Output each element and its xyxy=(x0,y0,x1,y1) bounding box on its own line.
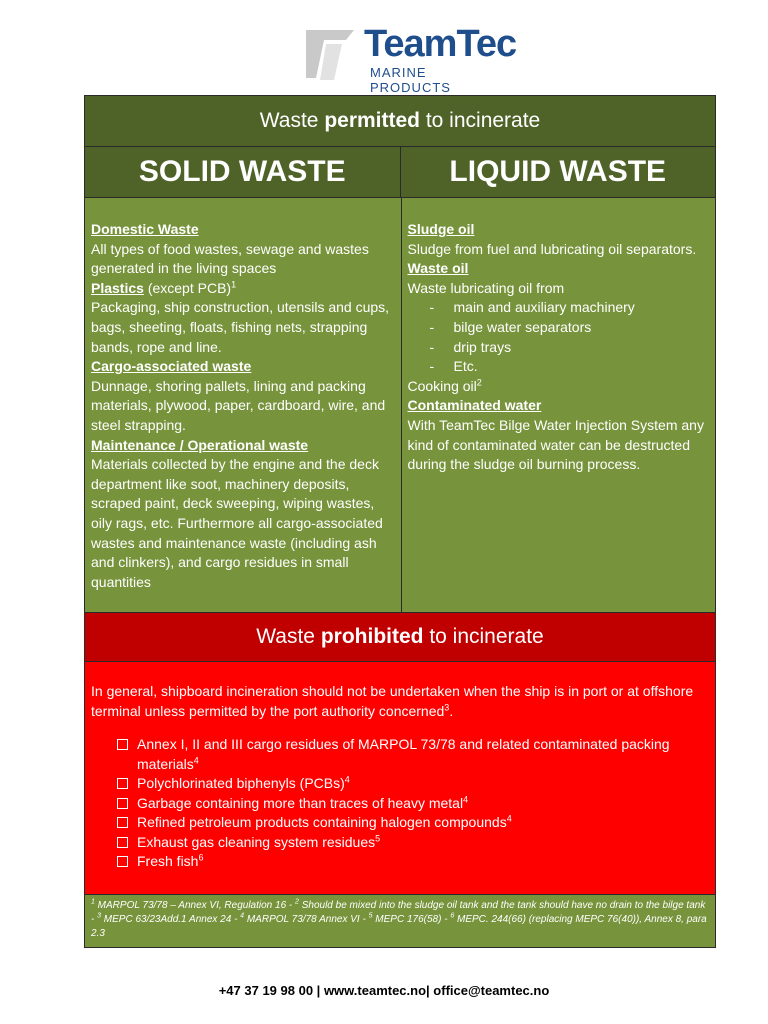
waste-oil-list xyxy=(408,298,710,376)
footnote-text: MEPC. 244(66) (replacing MEPC 76(40)), Annex 8, para 2.3 xyxy=(91,913,707,939)
list-item: - bilge water separators xyxy=(430,318,710,338)
solid-waste-title: SOLID WASTE xyxy=(85,147,401,197)
cooking-footnote-ref: 2 xyxy=(476,377,482,388)
waste-oil-heading: Waste oil xyxy=(407,260,469,277)
cooking-oil: Cooking oil xyxy=(407,377,477,394)
teamtec-logo xyxy=(302,23,517,95)
prohibited-list xyxy=(91,735,709,872)
footnote-text: MEPC 63/23Add.1 Annex 24 - xyxy=(101,913,241,925)
list-item xyxy=(115,774,709,794)
item-text: Exhaust gas cleaning system residues xyxy=(137,833,376,850)
footnote-number: 2 xyxy=(295,898,299,906)
list-item xyxy=(115,852,709,872)
checkbox-icon xyxy=(117,837,128,848)
plastics-heading: Plastics xyxy=(91,279,144,296)
footnote-number: 6 xyxy=(450,912,455,920)
sludge-heading: Sludge oil xyxy=(407,221,475,237)
footnote-text: MARPOL 73/78 – Annex VI, Regulation 16 - xyxy=(94,899,296,911)
list-item: - Etc. xyxy=(430,357,710,377)
footnote-number: 3 xyxy=(97,912,102,920)
footnote-text: MARPOL 73/78 Annex VI - xyxy=(244,913,369,925)
cargo-heading: Cargo-associated waste xyxy=(91,358,252,375)
footnote-number: 1 xyxy=(91,898,95,906)
waste-sheet xyxy=(84,95,716,948)
item-footnote-ref: 4 xyxy=(193,755,199,766)
footnote-number: 4 xyxy=(240,912,245,920)
footnotes xyxy=(85,895,715,947)
list-item: - main and auxiliary machinery xyxy=(430,298,710,318)
separator: | xyxy=(426,983,434,998)
permitted-columns xyxy=(85,198,715,613)
footnote-text: MEPC 176(58) - xyxy=(372,913,451,925)
liquid-waste-column xyxy=(402,198,716,612)
item-footnote-ref: 5 xyxy=(375,833,381,844)
domestic-text: All types of food wastes, sewage and wastes generated in the living spaces xyxy=(91,240,369,277)
plastics-heading-line xyxy=(91,279,393,299)
prohibited-suffix: to incinerate xyxy=(423,625,544,649)
contact-line xyxy=(0,983,768,998)
plastics-note: (except PCB) xyxy=(143,279,232,296)
separator: | xyxy=(313,983,324,998)
column-headers xyxy=(85,147,715,198)
permitted-header xyxy=(85,96,715,147)
domestic-heading: Domestic Waste xyxy=(91,221,199,237)
footnote-number: 5 xyxy=(368,912,373,920)
item-footnote-ref: 4 xyxy=(344,774,350,785)
liquid-waste-title: LIQUID WASTE xyxy=(401,147,716,197)
sludge-text: Sludge from fuel and lubricating oil separators. xyxy=(407,240,697,257)
email-link[interactable]: office@teamtec.no xyxy=(433,983,550,998)
contaminated-heading: Contaminated water xyxy=(407,397,542,414)
cargo-text: Dunnage, shoring pallets, lining and packing materials, plywood, paper, cardboard, wire, and steel strapping. xyxy=(91,377,386,433)
prohibited-header xyxy=(85,613,715,662)
item-text: Fresh fish xyxy=(137,853,199,870)
prohibited-intro-text: In general, shipboard incineration should not be undertaken when the ship is in port or at offshore terminal unless permitted by the port authority concerned xyxy=(91,683,694,719)
list-item xyxy=(115,833,709,853)
item-text: Polychlorinated biphenyls (PCBs) xyxy=(137,775,345,792)
checkbox-icon xyxy=(117,856,128,867)
item-footnote-ref: 6 xyxy=(198,852,204,863)
plastics-footnote-ref: 1 xyxy=(231,279,237,290)
checkbox-icon xyxy=(117,739,128,750)
item-text: Garbage containing more than traces of heavy metal xyxy=(137,794,464,811)
item-footnote-ref: 4 xyxy=(463,794,469,805)
waste-oil-text: Waste lubricating oil from xyxy=(407,279,565,296)
cooking-oil-line xyxy=(408,377,710,397)
checkbox-icon xyxy=(117,817,128,828)
plastics-text: Packaging, ship construction, utensils and cups, bags, sheeting, floats, fishing nets, strapping bands, rope and line. xyxy=(91,299,390,355)
list-item xyxy=(115,794,709,814)
item-text: Annex I, II and III cargo residues of MARPOL 73/78 and related contaminated packing materials xyxy=(137,736,670,772)
list-item: - drip trays xyxy=(430,338,710,358)
intro-footnote-ref: 3 xyxy=(444,702,450,713)
maintenance-heading: Maintenance / Operational waste xyxy=(91,436,309,453)
prohibited-prefix: Waste xyxy=(256,625,321,649)
contaminated-text: With TeamTec Bilge Water Injection System any kind of contaminated water can be destructed during the sludge oil burning process. xyxy=(407,416,704,473)
checkbox-icon xyxy=(117,778,128,789)
permitted-suffix: to incinerate xyxy=(420,109,541,132)
logo-mark-icon xyxy=(302,26,360,82)
intro-period: . xyxy=(449,702,454,719)
checkbox-icon xyxy=(117,798,128,809)
logo-subtitle: MARINE PRODUCTS xyxy=(370,65,451,95)
solid-waste-column xyxy=(85,198,402,612)
prohibited-intro xyxy=(91,682,709,721)
permitted-prefix: Waste xyxy=(259,109,325,132)
maintenance-text: Materials collected by the engine and the deck department like soot, machinery deposits, scraped paint, deck sweeping, wiping wastes, oily rags, etc. Furthermore all cargo-associated wastes and maintenance waste (including ash and clinkers), and cargo residues in small quantities xyxy=(91,456,383,590)
list-item xyxy=(115,735,709,774)
footnote-text: Should be mixed into the sludge oil tank and the tank should have no drain to the bilge tank - xyxy=(91,899,706,925)
item-footnote-ref: 4 xyxy=(506,813,512,824)
prohibited-emphasis: prohibited xyxy=(320,625,424,649)
logo-brand: TeamTec xyxy=(364,23,517,65)
item-text: Refined petroleum products containing halogen compounds xyxy=(137,814,507,831)
list-item xyxy=(115,813,709,833)
website-link[interactable]: www.teamtec.no xyxy=(323,983,427,998)
phone-number: +47 37 19 98 00 xyxy=(218,983,314,998)
prohibited-body xyxy=(85,662,715,895)
permitted-emphasis: permitted xyxy=(324,109,420,132)
